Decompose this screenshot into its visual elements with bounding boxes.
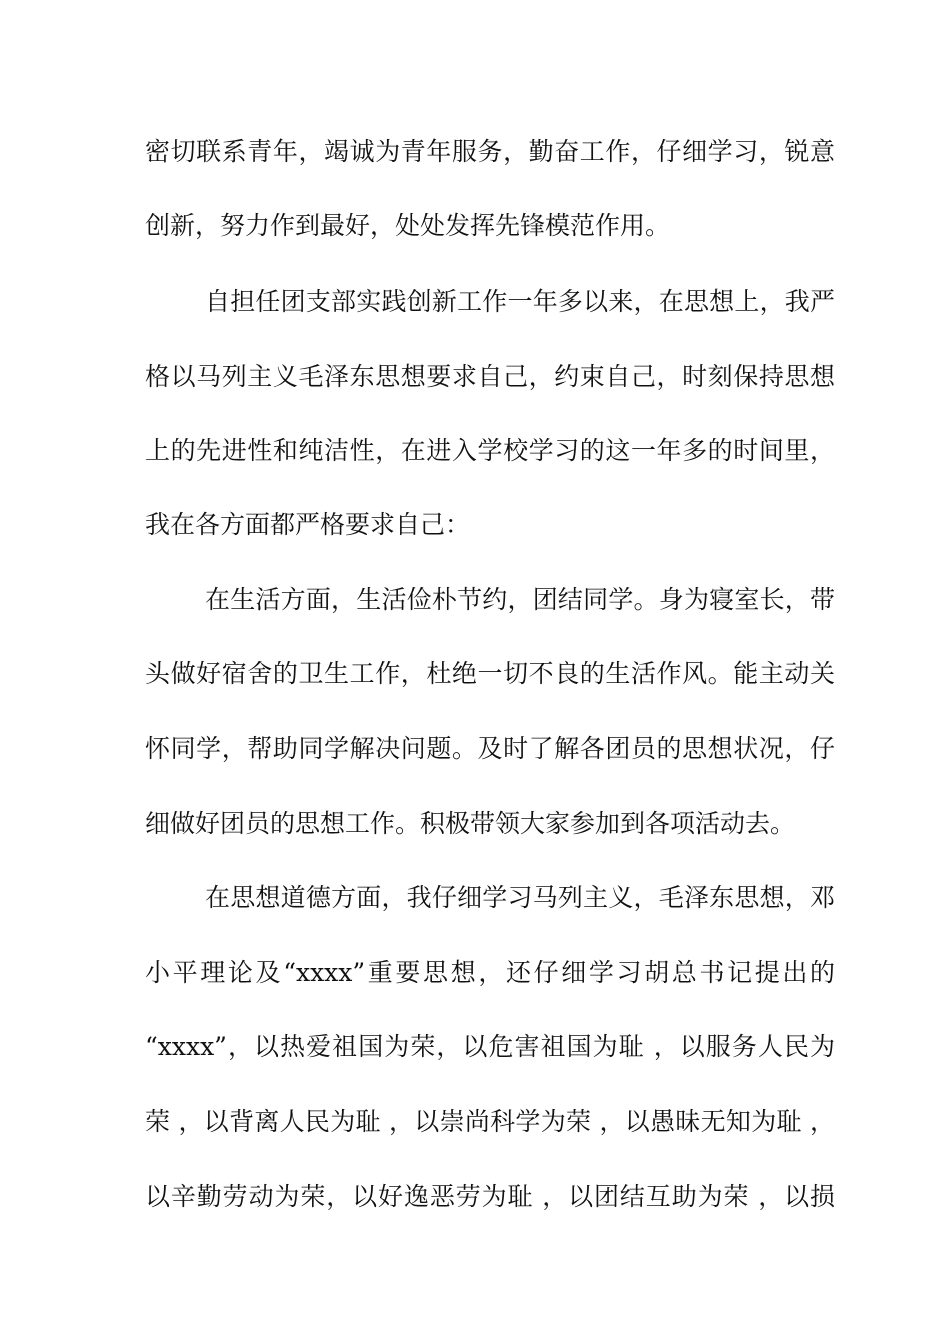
text-line: 细做好团员的思想工作。积极带领大家参加到各项活动去。 [145, 809, 796, 838]
text-line: 荣 ，以背离人民为耻 ，以崇尚科学为荣 ，以愚昧无知为耻 ， [145, 1107, 835, 1136]
text-line: 密切联系青年，竭诚为青年服务，勤奋工作，仔细学习，锐意 [145, 137, 835, 166]
text-line: 创新，努力作到最好，处处发挥先锋模范作用。 [145, 211, 671, 240]
text-line: 上的先进性和纯洁性，在进入学校学习的这一年多的时间里， [145, 436, 835, 465]
text-line: 头做好宿舍的卫生工作，杜绝一切不良的生活作风。能主动关 [145, 659, 835, 688]
text-line: 我在各方面都严格要求自己： [145, 510, 471, 539]
paragraph-first-line: 自担任团支部实践创新工作一年多以来，在思想上，我严 [205, 287, 835, 316]
text-line: 怀同学，帮助同学解决问题。及时了解各团员的思想状况，仔 [145, 734, 835, 763]
text-line: 小平理论及“xxxx”重要思想，还仔细学习胡总书记提出的 [145, 958, 835, 987]
text-line: 格以马列主义毛泽东思想要求自己，约束自己，时刻保持思想 [145, 362, 835, 391]
paragraph-first-line: 在思想道德方面，我仔细学习马列主义，毛泽东思想，邓 [205, 883, 835, 912]
text-line: 以辛勤劳动为荣，以好逸恶劳为耻 ，以团结互助为荣 ，以损 [145, 1182, 835, 1211]
paragraph-first-line: 在生活方面，生活俭朴节约，团结同学。身为寝室长，带 [205, 585, 835, 614]
text-line: “xxxx”，以热爱祖国为荣，以危害祖国为耻 ，以服务人民为 [145, 1032, 835, 1061]
